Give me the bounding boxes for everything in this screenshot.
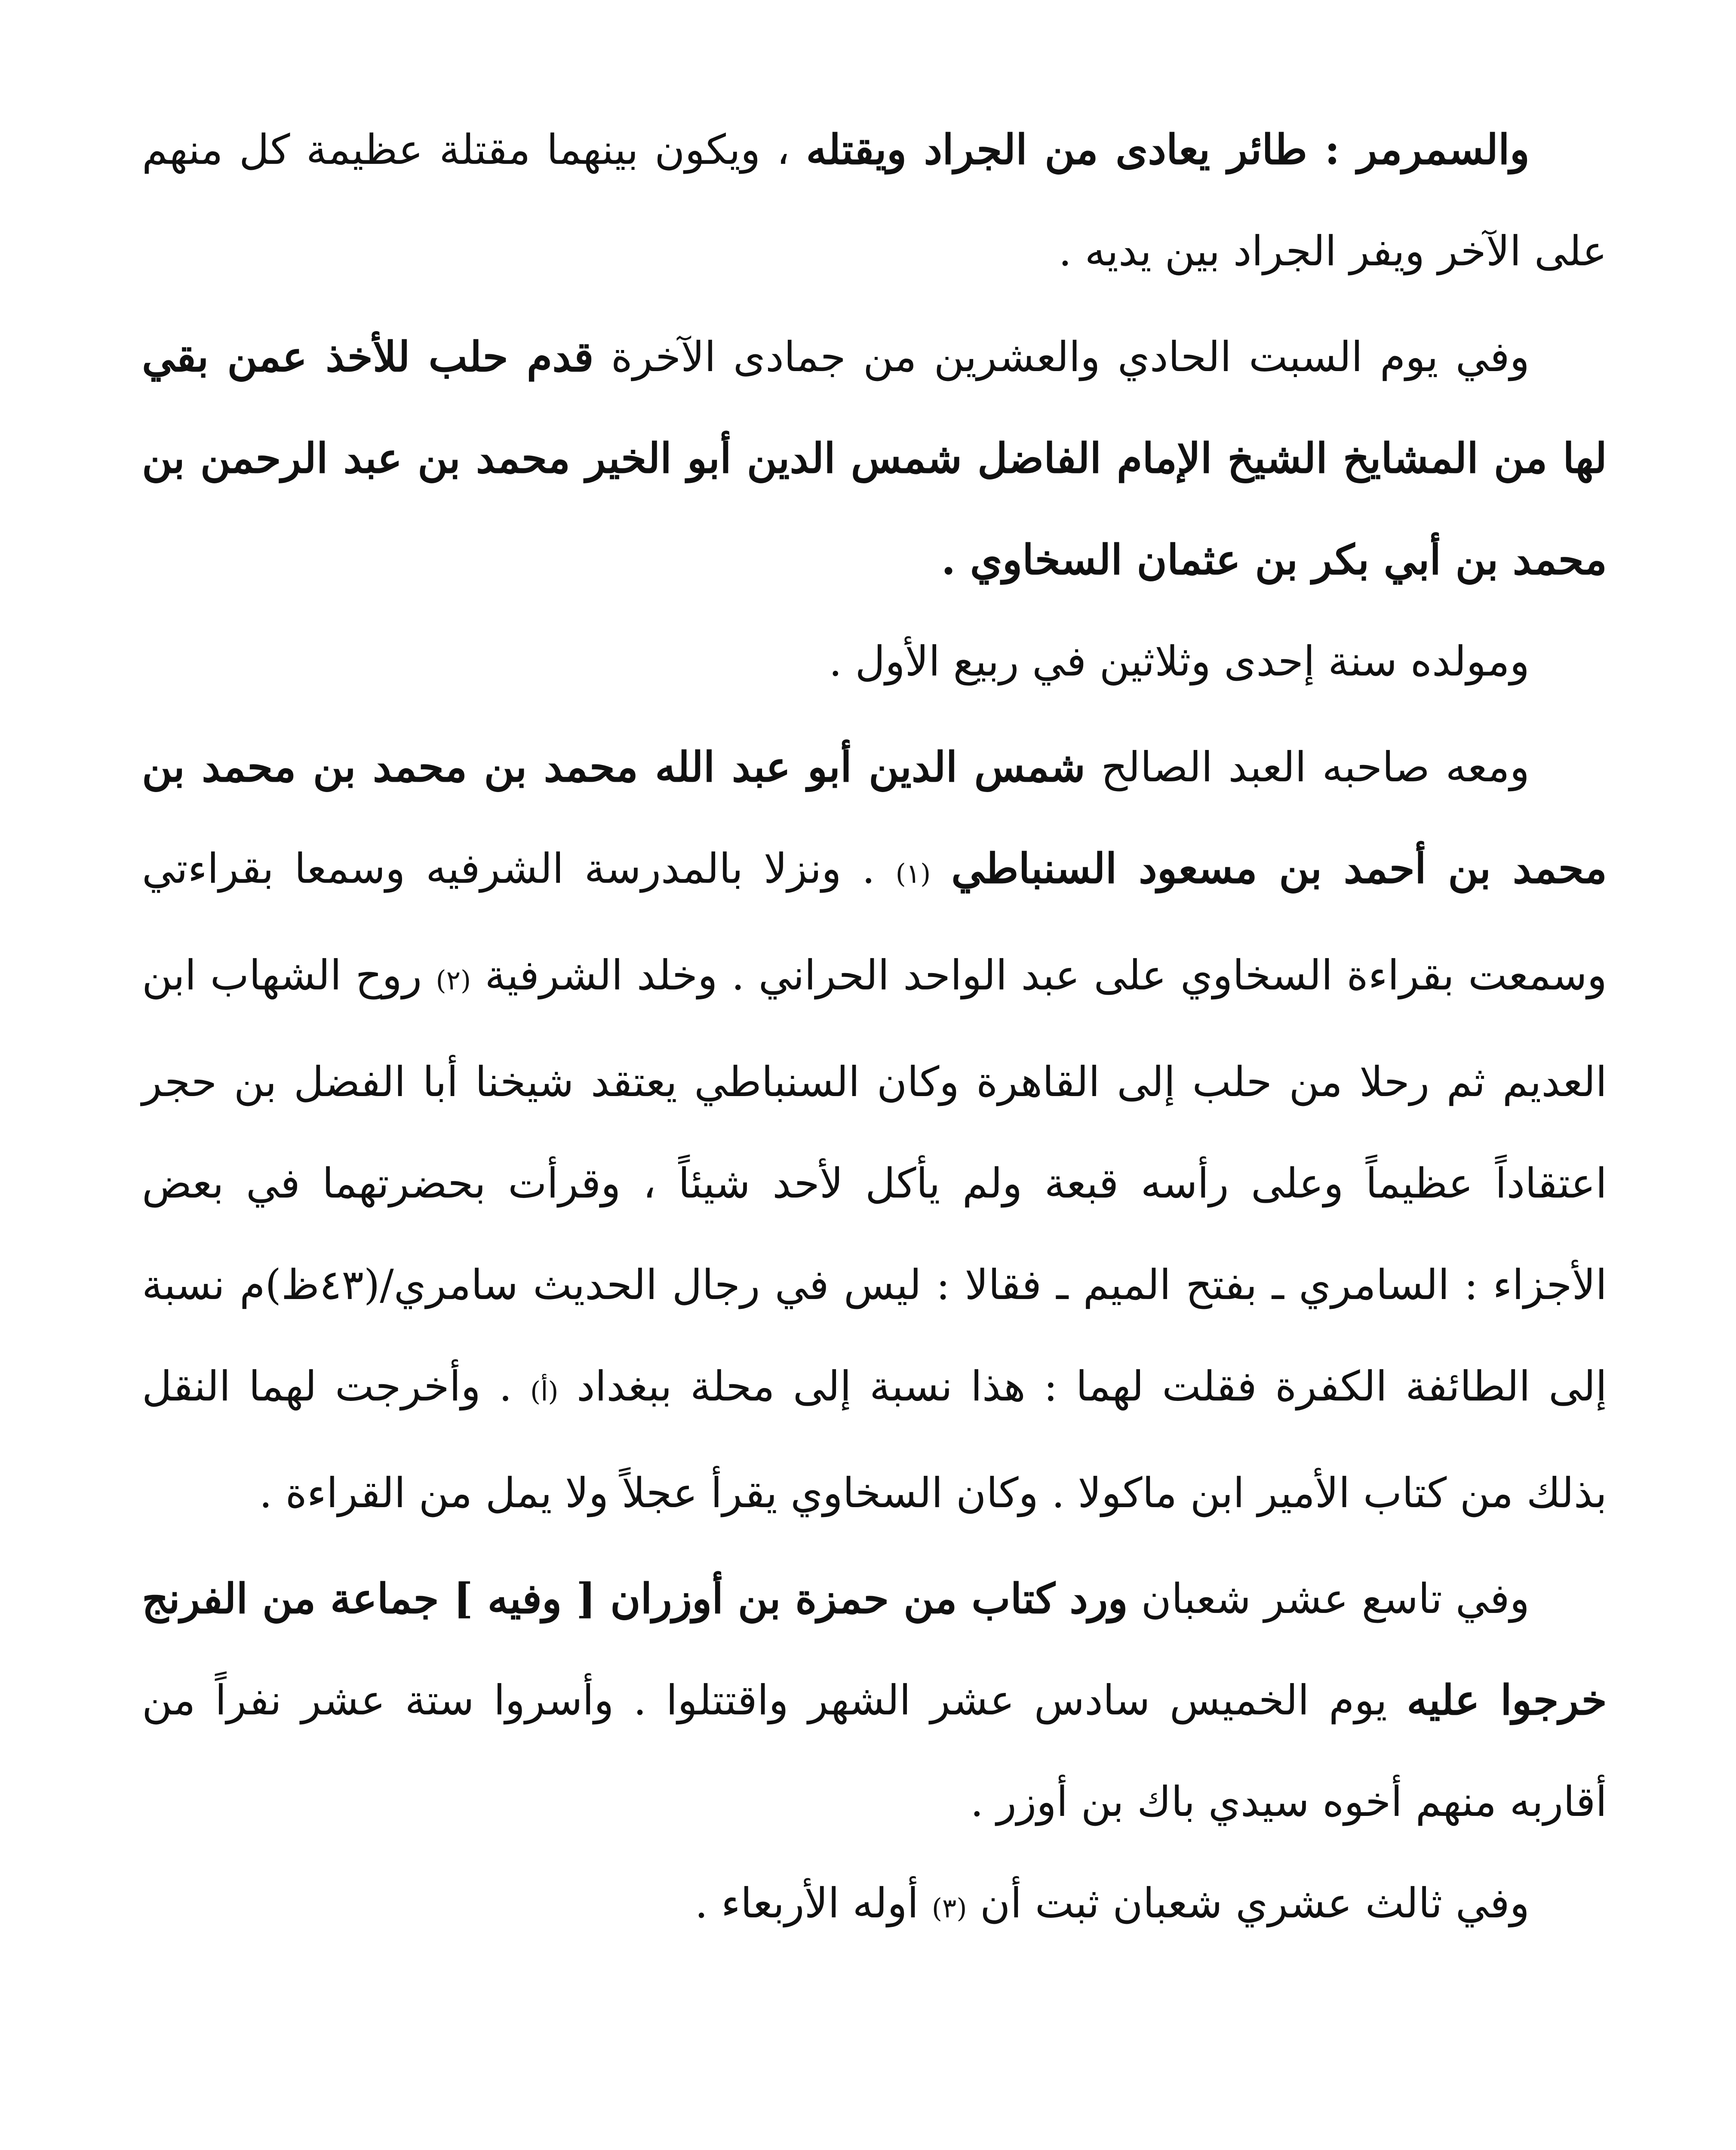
- paragraph-5-text-a: وفي تاسع عشر شعبان: [1128, 1575, 1530, 1623]
- paragraph-4: [142, 716, 1607, 1544]
- main-text: [142, 99, 1607, 1959]
- paragraph-4-text-b: . ونزلا بالمدرسة الشرفيه وسمعا بقراءتي وسمعت بقراءة السخاوي على عبد الواحد الحراني . وخلد الشرفية: [142, 845, 1607, 999]
- paragraph-2-text: وفي يوم السبت الحادي والعشرين من جمادى الآخرة: [593, 333, 1530, 381]
- paragraph-2-bold: قدم حلب للأخذ عمن بقي لها من المشايخ الشيخ الإمام الفاضل شمس الدين أبو الخير محمد بن عبد الرحمن بن محمد بن أبي بكر بن عثمان السخاوي .: [142, 332, 1607, 584]
- paragraph-5-bold: ورد كتاب من حمزة بن أوزران [ وفيه ] جماعة من الفرنج خرجوا عليه: [142, 1574, 1607, 1724]
- paragraph-3: [142, 611, 1607, 712]
- paragraph-6: [142, 1852, 1607, 1959]
- paragraph-5-text-b: يوم الخميس سادس عشر الشهر واقتتلوا . وأسروا ستة عشر نفراً من أقاربه منهم أخوه سيدي باك بن أوزر .: [142, 1676, 1607, 1826]
- footnote-ref-1: (١): [895, 858, 931, 889]
- paragraph-4-text-a: ومعه صاحبه العبد الصالح: [1085, 743, 1530, 791]
- paragraph-4-bold: شمس الدين أبو عبد الله محمد بن محمد بن محمد بن محمد بن أحمد بن مسعود السنباطي: [142, 743, 1607, 893]
- paragraph-3-text: ومولده سنة إحدى وثلاثين في ربيع الأول .: [829, 637, 1530, 685]
- paragraph-5: [142, 1548, 1607, 1852]
- paragraph-2: [142, 306, 1607, 611]
- footnote-ref-3: (٣): [931, 1892, 967, 1924]
- paragraph-4-text-c: روح الشهاب ابن العديم ثم رحلا من حلب إلى القاهرة وكان السنباطي يعتقد شيخنا أبا الفضل بن حجر اعتقاداً عظيماً وعلى رأسه قبعة ولم يأكل لأحد شيئاً ، وقرأت بحضرتهما في بعض الأجزاء : السامري ـ بفتح الميم ـ فقالا : ليس في رجال الحديث سامري/(٤٣ظ)م نسبة إلى الطائفة الكفرة فقلت لهما : هذا نسبة إلى محلة ببغداد: [142, 951, 1607, 1410]
- paragraph-1-bold: والسمرمر : طائر يعادى من الجراد ويقتله: [806, 125, 1530, 174]
- footnote-ref-a: (أ): [530, 1376, 559, 1407]
- paragraph-4-text-d: . وأخرجت لهما النقل بذلك من كتاب الأمير ابن ماكولا . وكان السخاوي يقرأ عجلاً ولا يمل من القراءة .: [142, 1362, 1607, 1517]
- paragraph-1-text: ، ويكون بينهما مقتلة عظيمة كل منهم على الآخر ويفر الجراد بين يديه .: [142, 126, 1607, 275]
- paragraph-6-text-b: أوله الأربعاء .: [694, 1879, 932, 1927]
- paragraph-1: [142, 99, 1607, 302]
- footnote-ref-2: (٢): [436, 964, 471, 996]
- paragraph-6-text-a: وفي ثالث عشري شعبان ثبت أن: [967, 1879, 1530, 1927]
